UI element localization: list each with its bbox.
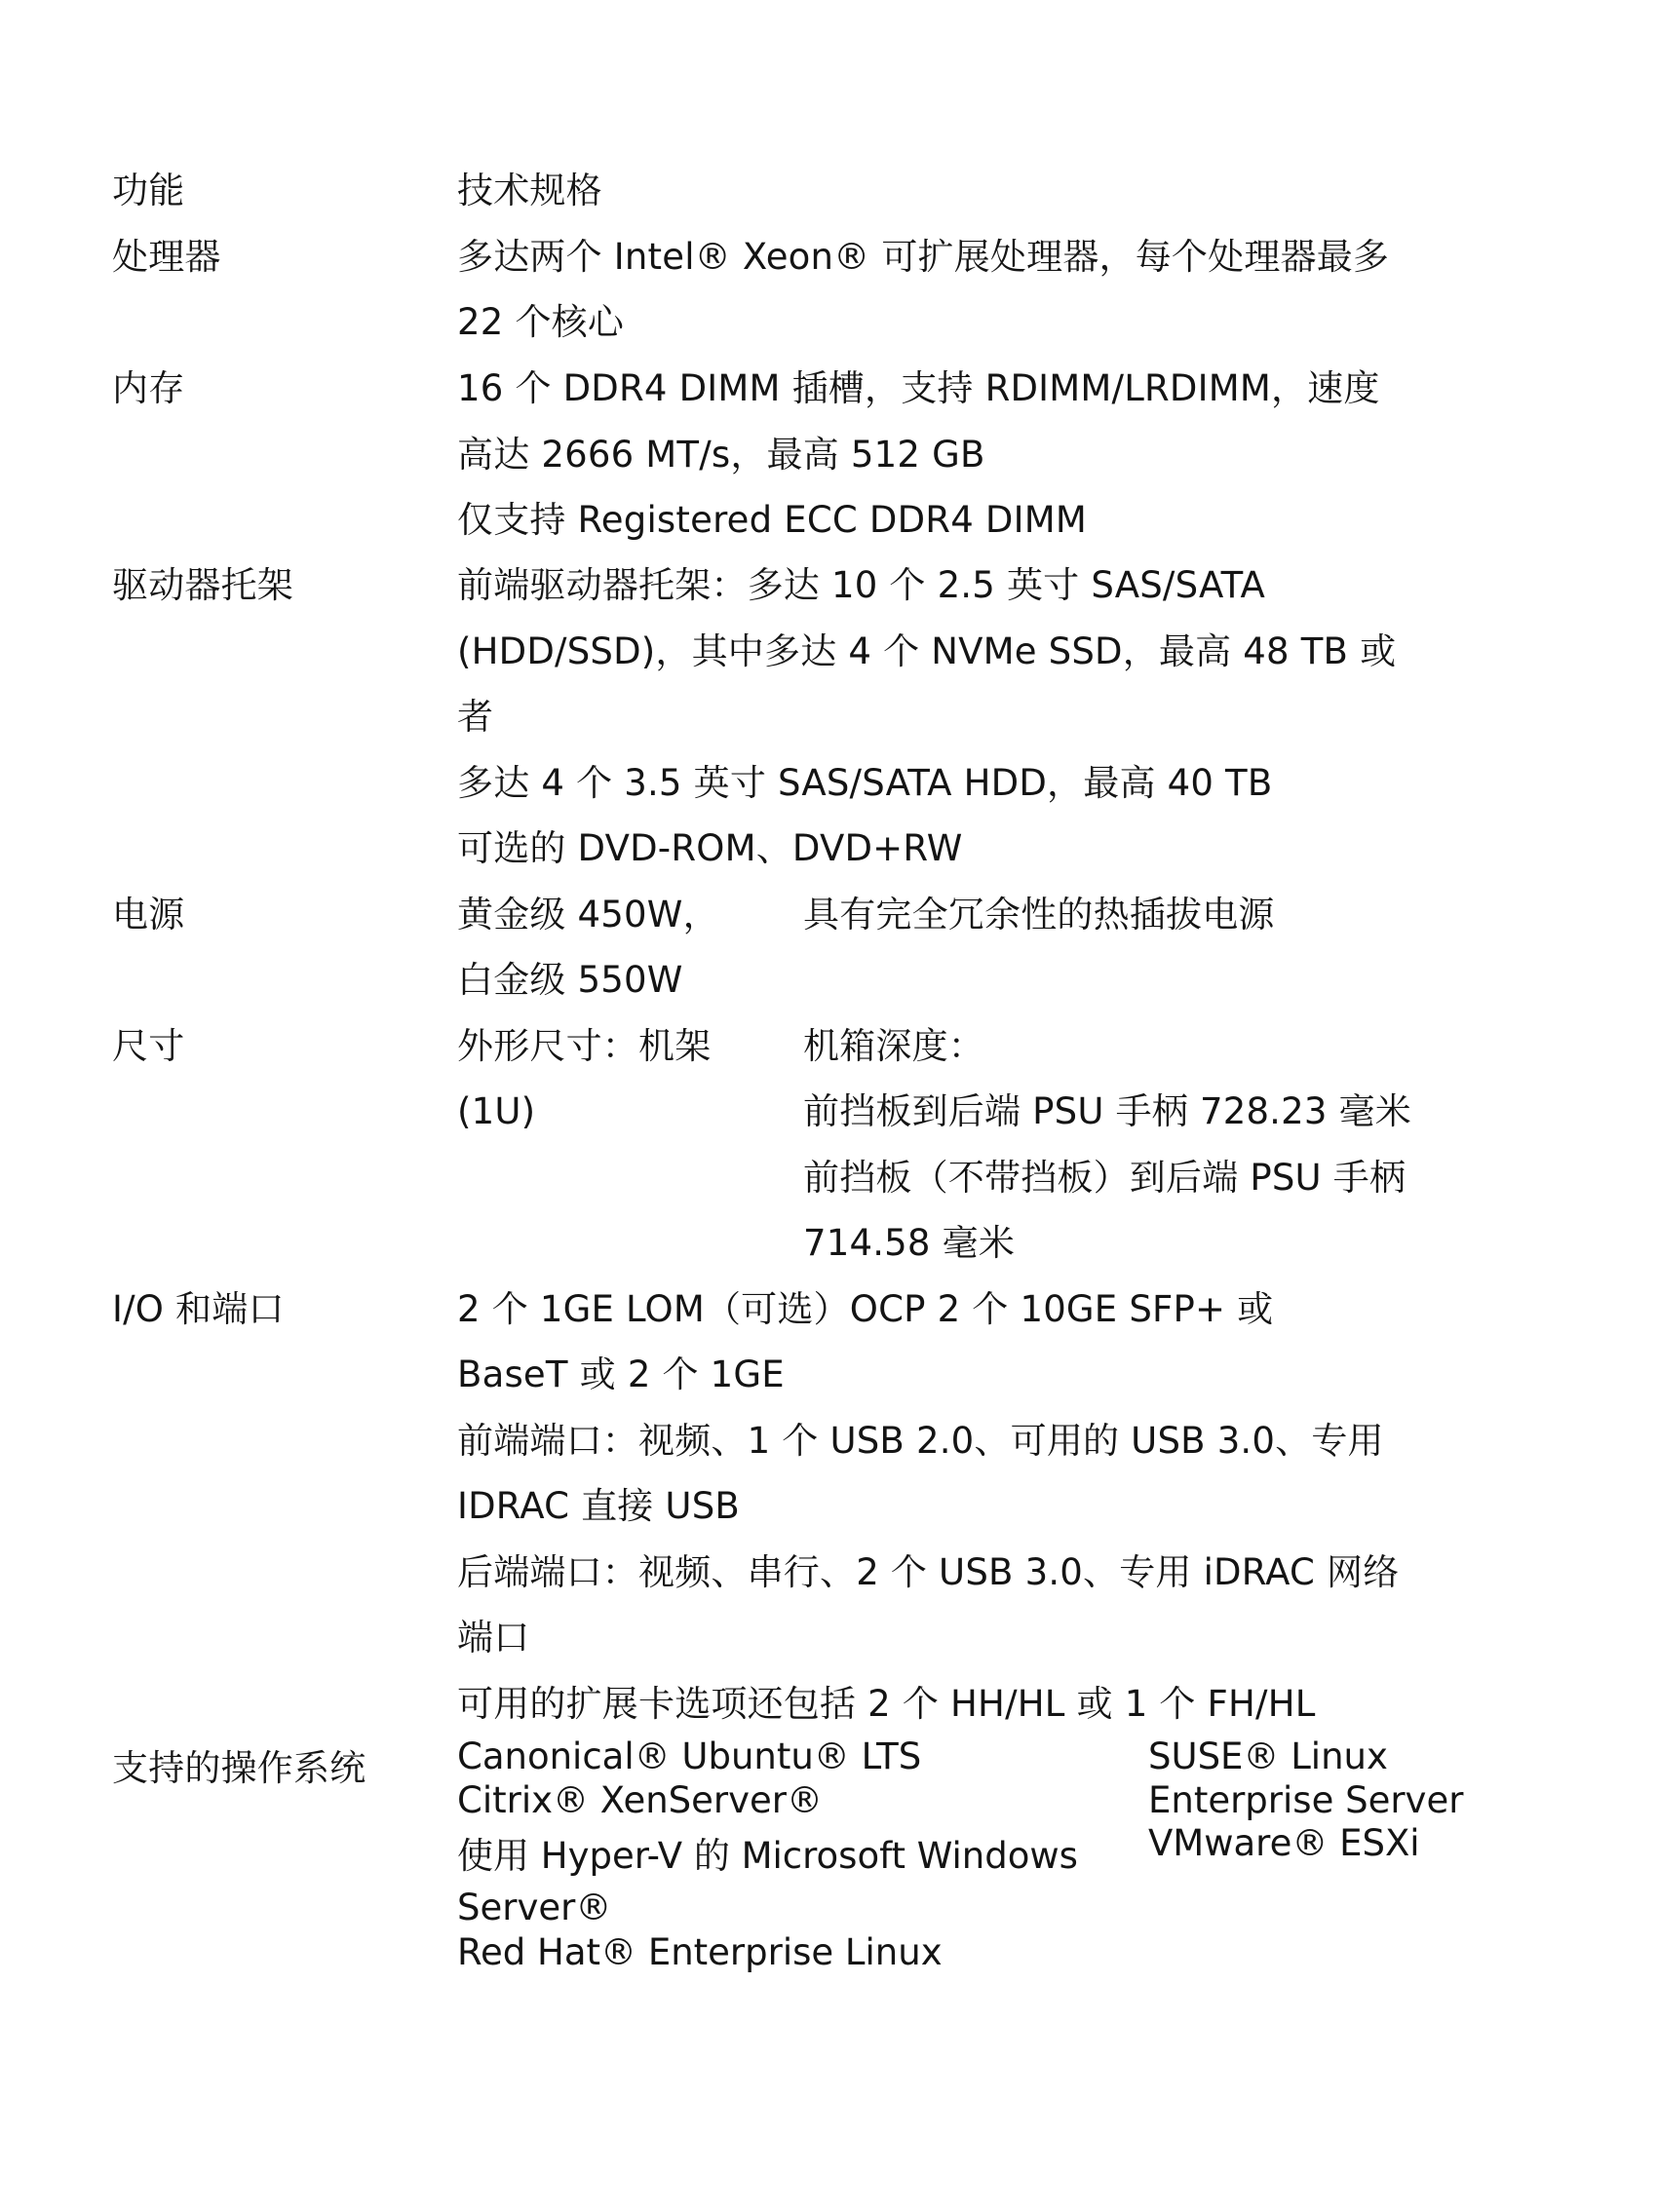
power-gold: 黄金级 450W， <box>457 894 719 935</box>
io-line-6: 端口 <box>457 1617 530 1659</box>
io-line-3: 前端端口：视频、1 个 USB 2.0、可用的 USB 3.0、专用 <box>457 1420 1384 1462</box>
drive-bays-line-5: 可选的 DVD-ROM、DVD+RW <box>457 827 963 869</box>
io-line-2: BaseT 或 2 个 1GE <box>457 1354 785 1395</box>
io-line-4: IDRAC 直接 USB <box>457 1485 740 1527</box>
power-platinum: 白金级 550W <box>457 959 683 1001</box>
drive-bays-line-2: (HDD/SSD)，其中多达 4 个 NVMe SSD，最高 48 TB 或 <box>457 630 1397 672</box>
drive-bays-label: 驱动器托架 <box>112 564 293 606</box>
os-vmware: VMware® ESXi <box>1148 1822 1420 1864</box>
memory-line-1: 16 个 DDR4 DIMM 插槽，支持 RDIMM/LRDIMM，速度 <box>457 367 1380 409</box>
dimensions-depth-line-2: 前挡板（不带挡板）到后端 PSU 手柄 <box>803 1157 1407 1199</box>
dimensions-depth-line-3: 714.58 毫米 <box>803 1222 1016 1264</box>
dimensions-form-factor: 外形尺寸：机架 <box>457 1025 712 1067</box>
drive-bays-line-1: 前端驱动器托架：多达 10 个 2.5 英寸 SAS/SATA <box>457 564 1266 606</box>
os-windows: 使用 Hyper-V 的 Microsoft Windows <box>457 1835 1078 1877</box>
os-ubuntu: Canonical® Ubuntu® LTS <box>457 1735 922 1777</box>
dimensions-form-factor-unit: (1U) <box>457 1090 536 1132</box>
io-line-5: 后端端口：视频、串行、2 个 USB 3.0、专用 iDRAC 网络 <box>457 1551 1400 1593</box>
dimensions-depth-title: 机箱深度： <box>803 1025 984 1067</box>
header-feature: 功能 <box>112 170 185 211</box>
os-windows-server: Server® <box>457 1887 612 1928</box>
drive-bays-line-3: 者 <box>457 696 494 738</box>
io-line-1: 2 个 1GE LOM（可选）OCP 2 个 10GE SFP+ 或 <box>457 1288 1274 1330</box>
os-suse-2: Enterprise Server <box>1148 1779 1464 1821</box>
processor-line-1: 多达两个 Intel® Xeon® 可扩展处理器，每个处理器最多 <box>457 236 1390 278</box>
io-line-7: 可用的扩展卡选项还包括 2 个 HH/HL 或 1 个 FH/HL <box>457 1683 1316 1725</box>
power-label: 电源 <box>112 894 185 935</box>
os-suse-1: SUSE® Linux <box>1148 1735 1388 1777</box>
dimensions-label: 尺寸 <box>112 1025 185 1067</box>
drive-bays-line-4: 多达 4 个 3.5 英寸 SAS/SATA HDD，最高 40 TB <box>457 762 1273 804</box>
os-label: 支持的操作系统 <box>112 1747 366 1789</box>
dimensions-depth-line-1: 前挡板到后端 PSU 手柄 728.23 毫米 <box>803 1090 1411 1132</box>
memory-line-3: 仅支持 Registered ECC DDR4 DIMM <box>457 499 1087 541</box>
memory-label: 内存 <box>112 367 185 409</box>
memory-line-2: 高达 2666 MT/s，最高 512 GB <box>457 434 985 476</box>
os-redhat: Red Hat® Enterprise Linux <box>457 1931 943 1973</box>
power-redundancy: 具有完全冗余性的热插拔电源 <box>803 894 1275 935</box>
io-label: I/O 和端口 <box>112 1288 285 1330</box>
processor-label: 处理器 <box>112 236 221 278</box>
processor-line-2: 22 个核心 <box>457 301 625 343</box>
os-xenserver: Citrix® XenServer® <box>457 1779 824 1821</box>
header-spec: 技术规格 <box>457 170 602 211</box>
